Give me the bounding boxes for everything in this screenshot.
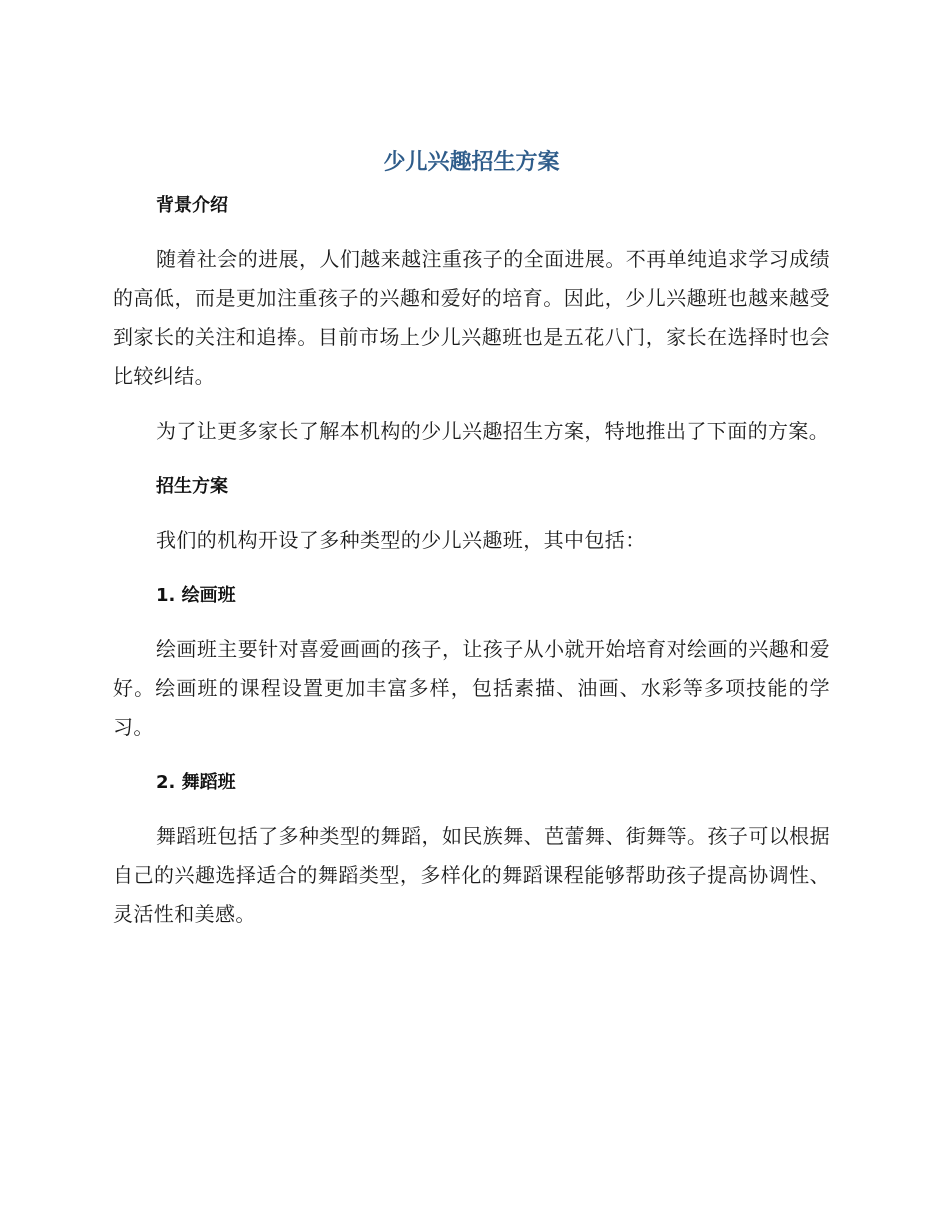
document-title: 少儿兴趣招生方案: [383, 150, 560, 175]
spacer: [113, 747, 830, 763]
paragraph-painting-class: 绘画班主要针对喜爱画画的孩子，让孩子从小就开始培育对绘画的兴趣和爱好。绘画班的课程设置更加丰富多样，包括素描、油画、水彩等多项技能的学习。: [113, 637, 830, 739]
paragraph-dance-class: 舞蹈班包括了多种类型的舞蹈，如民族舞、芭蕾舞、街舞等。孩子可以根据自己的兴趣选择适合的舞蹈类型，多样化的舞蹈课程能够帮助孩子提高协调性、灵活性和美感。: [113, 824, 830, 926]
spacer: [113, 616, 830, 630]
spacer: [113, 226, 830, 240]
spacer: [113, 560, 830, 576]
section-heading-painting-class: 1. 绘画班: [156, 585, 236, 606]
spacer: [113, 507, 830, 521]
document-body: [113, 140, 830, 934]
section-heading-dance-class: 2. 舞蹈班: [156, 772, 236, 793]
spacer: [113, 451, 830, 467]
paragraph-background-1: 随着社会的进展，人们越来越注重孩子的全面进展。不再单纯追求学习成绩的高低，而是更加注重孩子的兴趣和爱好的培育。因此，少儿兴趣班也越来越受到家长的关注和追捧。目前市场上少儿兴趣班也是五花八门，家长在选择时也会比较纠结。: [113, 247, 830, 388]
spacer: [113, 396, 830, 412]
paragraph-enrollment-intro: 我们的机构开设了多种类型的少儿兴趣班，其中包括：: [156, 528, 646, 552]
section-heading-background: 背景介绍: [156, 195, 228, 216]
section-heading-enrollment: 招生方案: [156, 476, 228, 497]
paragraph-background-2: 为了让更多家长了解本机构的少儿兴趣招生方案，特地推出了下面的方案。: [156, 419, 830, 443]
spacer: [113, 803, 830, 817]
